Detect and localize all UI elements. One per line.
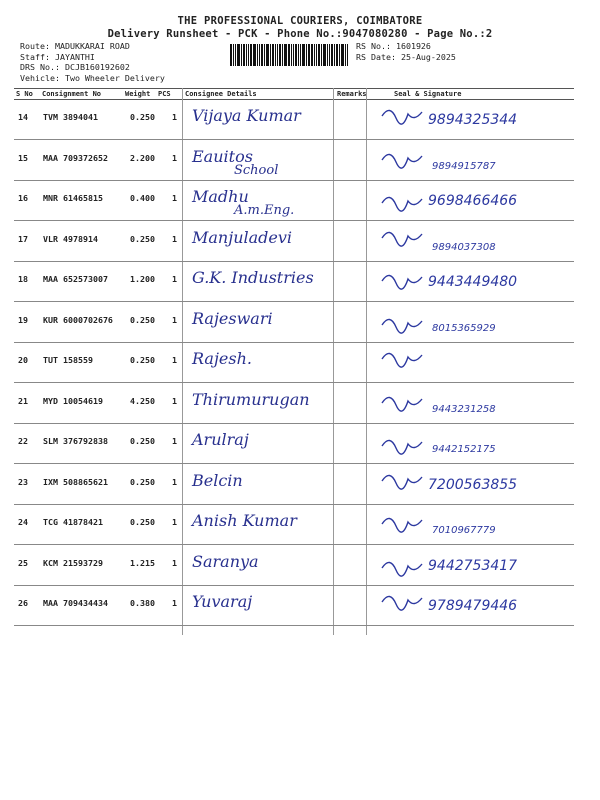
signature-phone-small: 9894915787 xyxy=(432,160,496,172)
row-signature xyxy=(372,224,572,260)
row-weight: 0.380 xyxy=(130,598,155,608)
row-sno: 16 xyxy=(18,193,28,203)
row-signature xyxy=(372,386,572,422)
barcode-bar xyxy=(275,44,276,66)
barcode-bar xyxy=(316,44,317,66)
run-info-right xyxy=(356,41,456,62)
signature-phone: 9442753417 xyxy=(428,557,518,574)
row-consignment-no: MAA 709372652 xyxy=(43,152,108,163)
row-consignee xyxy=(192,471,243,490)
table-row xyxy=(14,222,574,262)
row-pcs: 1 xyxy=(172,476,177,487)
signature-phone: 7200563855 xyxy=(428,476,518,493)
table-row xyxy=(14,141,574,181)
row-consignee xyxy=(192,349,252,368)
consignee-name: Eauitos xyxy=(192,146,253,166)
row-weight: 0.250 xyxy=(130,355,155,365)
row-weight: 0.400 xyxy=(130,193,155,203)
row-weight: 1.215 xyxy=(130,557,155,568)
row-signature xyxy=(372,143,572,179)
barcode-bar xyxy=(295,44,297,66)
table-row xyxy=(14,181,574,221)
row-sno: 22 xyxy=(18,436,28,446)
table-row xyxy=(14,586,574,626)
consignee-subline: School xyxy=(234,162,279,178)
col-head-consignee: Consignee Details xyxy=(185,90,257,98)
col-head-seal: Seal & Signature xyxy=(394,90,462,98)
barcode-bar xyxy=(261,44,263,66)
row-sno: 14 xyxy=(18,112,28,122)
table-top-rule xyxy=(14,88,574,89)
row-pcs: 1 xyxy=(172,193,177,203)
row-pcs: 1 xyxy=(172,355,177,365)
barcode-bar xyxy=(331,44,333,66)
barcode-bar xyxy=(318,44,320,66)
row-consignment-no: VLR 4978914 xyxy=(43,233,98,244)
row-pcs: 1 xyxy=(172,233,177,244)
row-sno: 21 xyxy=(18,395,28,406)
row-consignment-no: MAA 652573007 xyxy=(43,274,108,284)
table-row xyxy=(14,465,574,505)
row-weight: 1.200 xyxy=(130,274,155,284)
row-pcs: 1 xyxy=(172,112,177,122)
row-consignee xyxy=(192,390,310,409)
row-signature xyxy=(372,264,572,300)
row-pcs: 1 xyxy=(172,152,177,163)
row-consignment-no: SLM 376792838 xyxy=(43,436,108,446)
row-consignee xyxy=(192,106,301,125)
row-signature xyxy=(372,183,572,219)
barcode-bar xyxy=(311,44,313,66)
rs-date: RS Date: 25-Aug-2025 xyxy=(356,51,456,62)
table-row xyxy=(14,424,574,464)
barcode-bar xyxy=(250,44,252,66)
row-consignee xyxy=(192,552,259,571)
row-signature xyxy=(372,548,572,584)
table-row xyxy=(14,384,574,424)
barcode-bar xyxy=(237,44,240,66)
col-head-remarks: Remarks xyxy=(337,90,367,98)
col-head-pcs: PCS xyxy=(158,90,171,98)
signature-phone: 9443449480 xyxy=(428,274,518,290)
row-consignee xyxy=(192,268,314,287)
signature-phone-small: 9443231258 xyxy=(432,403,496,415)
row-weight: 0.250 xyxy=(130,314,155,325)
barcode-bar xyxy=(243,44,245,66)
barcode-bar xyxy=(293,44,294,66)
barcode-bar xyxy=(339,44,340,66)
barcode-bar xyxy=(329,44,330,66)
company-title: THE PROFESSIONAL COURIERS, COIMBATORE xyxy=(177,15,423,27)
consignee-name: Vijaya Kumar xyxy=(192,106,301,125)
barcode-bar xyxy=(272,44,274,66)
row-consignment-no: KUR 6000702676 xyxy=(43,314,113,325)
row-sno: 20 xyxy=(18,355,28,365)
row-sno: 18 xyxy=(18,274,28,284)
row-consignment-no: MYD 10054619 xyxy=(43,395,103,406)
barcode-bar xyxy=(306,44,307,66)
consignee-subline: A.m.Eng. xyxy=(234,203,295,218)
rs-number: RS No.: 1601926 xyxy=(356,41,431,51)
barcode-bar xyxy=(257,44,258,66)
barcode-bar xyxy=(282,44,283,66)
row-signature xyxy=(372,102,572,138)
barcode-bar xyxy=(345,44,346,66)
signature-phone-small: 9442152175 xyxy=(432,444,496,455)
barcode-bar xyxy=(253,44,256,66)
row-weight: 0.250 xyxy=(130,517,155,527)
barcode-bar xyxy=(321,44,322,66)
barcode-bar xyxy=(347,44,348,66)
consignee-name: Yuvaraj xyxy=(192,592,253,611)
barcode-bar xyxy=(298,44,299,66)
row-consignee xyxy=(192,187,295,218)
row-pcs: 1 xyxy=(172,314,177,325)
row-consignee xyxy=(192,146,279,178)
signature-phone: 9894325344 xyxy=(428,112,518,128)
row-pcs: 1 xyxy=(172,395,177,406)
table-row xyxy=(14,100,574,140)
row-consignment-no: MNR 61465815 xyxy=(43,193,103,203)
row-pcs: 1 xyxy=(172,436,177,446)
barcode-bar xyxy=(233,44,234,66)
consignee-name: Rajeswari xyxy=(192,308,273,328)
barcode-bar xyxy=(235,44,236,66)
barcode-bar xyxy=(314,44,315,66)
row-pcs: 1 xyxy=(172,557,177,568)
row-rule xyxy=(14,625,574,626)
row-consignment-no: TCG 41878421 xyxy=(43,517,103,527)
col-head-sno: S No xyxy=(16,90,33,98)
row-sno: 26 xyxy=(18,598,28,608)
col-head-weight: Weight xyxy=(125,90,151,98)
signature-phone-small: 8015365929 xyxy=(432,322,496,334)
consignee-name: Madhu xyxy=(192,187,249,206)
row-sno: 15 xyxy=(18,152,28,163)
signature-phone-small: 9894037308 xyxy=(432,241,496,253)
consignee-name: Manjuladevi xyxy=(192,227,293,247)
consignee-name: Anish Kumar xyxy=(192,511,297,530)
row-consignee xyxy=(192,228,292,247)
barcode-bar xyxy=(270,44,271,66)
run-info-left xyxy=(20,41,165,83)
row-signature xyxy=(372,345,572,381)
barcode-bar xyxy=(300,44,301,66)
row-weight: 0.250 xyxy=(130,233,155,244)
table-row xyxy=(14,262,574,302)
row-signature xyxy=(372,507,572,543)
row-sno: 23 xyxy=(18,476,28,487)
row-consignee xyxy=(192,430,249,449)
row-signature xyxy=(372,426,572,462)
barcode xyxy=(230,44,352,66)
row-weight: 2.200 xyxy=(130,152,155,163)
barcode-bar xyxy=(279,44,281,66)
signature-scribble xyxy=(372,345,572,381)
consignee-name: Arulraj xyxy=(192,430,249,449)
consignee-name: Belcin xyxy=(192,470,243,490)
row-consignee xyxy=(192,309,273,328)
barcode-bar xyxy=(302,44,305,66)
row-consignment-no: TUT 158559 xyxy=(43,355,93,365)
row-consignee xyxy=(192,592,252,611)
drs-label: DRS No.: DCJB160192602 xyxy=(20,62,130,72)
consignee-name: Saranya xyxy=(192,551,259,571)
barcode-bar xyxy=(241,44,242,66)
row-sno: 19 xyxy=(18,314,28,325)
barcode-bar xyxy=(341,44,344,66)
col-head-consignment: Consignment No xyxy=(42,90,102,98)
row-pcs: 1 xyxy=(172,598,177,608)
table-row xyxy=(14,505,574,545)
row-sno: 25 xyxy=(18,557,28,568)
route-label: Route: MADUKKARAI ROAD xyxy=(20,41,130,51)
consignee-name: Thirumurugan xyxy=(192,389,310,409)
barcode-bar xyxy=(336,44,338,66)
row-weight: 0.250 xyxy=(130,436,155,446)
signature-phone: 9789479446 xyxy=(428,598,518,614)
staff-label: Staff: JAYANTHI xyxy=(20,51,95,62)
row-weight: 0.250 xyxy=(130,112,155,122)
table-row xyxy=(14,343,574,383)
row-consignment-no: MAA 709434434 xyxy=(43,598,108,608)
barcode-bar xyxy=(284,44,287,66)
barcode-bar xyxy=(288,44,290,66)
row-consignment-no: KCM 21593729 xyxy=(43,557,103,568)
barcode-bar xyxy=(291,44,292,66)
row-consignment-no: IXM 508865621 xyxy=(43,476,108,487)
row-signature xyxy=(372,588,572,624)
row-consignment-no: TVM 3894041 xyxy=(43,112,98,122)
barcode-bar xyxy=(323,44,326,66)
row-sno: 24 xyxy=(18,517,28,527)
signature-phone: 9698466466 xyxy=(428,193,518,209)
row-weight: 0.250 xyxy=(130,476,155,487)
vehicle-label: Vehicle: Two Wheeler Delivery xyxy=(20,72,165,83)
row-signature xyxy=(372,467,572,503)
barcode-bar xyxy=(248,44,249,66)
barcode-bar xyxy=(259,44,260,66)
row-pcs: 1 xyxy=(172,274,177,284)
barcode-bar xyxy=(277,44,278,66)
table-row xyxy=(14,546,574,586)
barcode-bar xyxy=(264,44,265,66)
row-weight: 4.250 xyxy=(130,395,155,406)
row-consignee xyxy=(192,511,297,530)
barcode-bar xyxy=(334,44,335,66)
consignee-name: Rajesh. xyxy=(192,349,252,368)
barcode-bar xyxy=(246,44,247,66)
barcode-bar xyxy=(230,44,232,66)
barcode-bar xyxy=(308,44,310,66)
barcode-bar xyxy=(327,44,328,66)
table-row xyxy=(14,303,574,343)
row-pcs: 1 xyxy=(172,517,177,527)
row-sno: 17 xyxy=(18,233,28,244)
barcode-bar xyxy=(266,44,269,66)
row-signature xyxy=(372,305,572,341)
signature-phone-small: 7010967779 xyxy=(432,525,496,536)
runsheet-subtitle: Delivery Runsheet - PCK - Phone No.:9047080280 - Page No.:2 xyxy=(107,28,493,40)
consignee-name: G.K. Industries xyxy=(192,268,314,287)
